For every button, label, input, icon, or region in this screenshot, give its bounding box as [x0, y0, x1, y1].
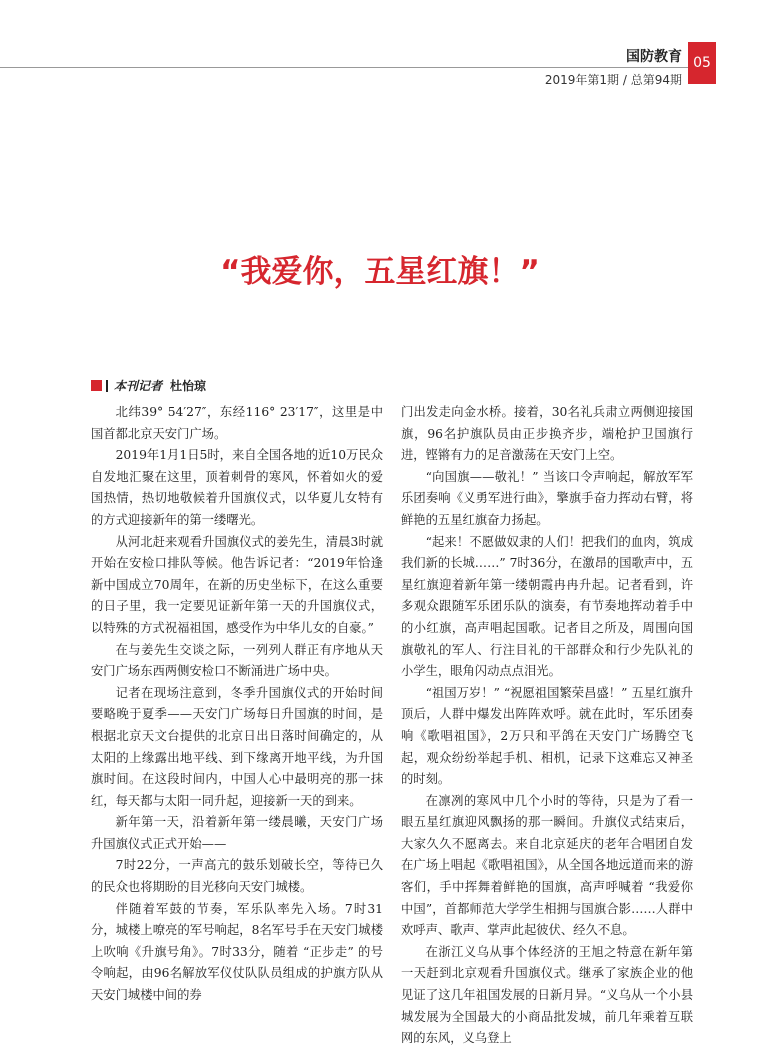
paragraph: 记者在现场注意到，冬季升国旗仪式的开始时间要略晚于夏季——天安门广场每日升国旗的时间，是根据北京天文台提供的北京日出日落时间确定的，从太阳的上缘露出地平线、到下缘离开地平线，为升国旗时间。在这段时间内，中国人心中最明亮的那一抹红，每天都与太阳一同升起，迎接新一天的到来。: [91, 685, 383, 808]
paragraph: “祖国万岁！” “祝愿祖国繁荣昌盛！” 五星红旗升顶后，人群中爆发出阵阵欢呼。就在此时，军乐团奏响《歌唱祖国》，2万只和平鸽在天安门广场腾空飞起，观众纷纷举起手机、相机，记录下这难忘又神圣的时刻。: [401, 685, 693, 787]
article-title: “我爱你，五星红旗！”: [220, 254, 540, 290]
paragraph: “向国旗——敬礼！” 当该口令声响起，解放军军乐团奏响《义勇军进行曲》，擎旗手奋力挥动右臂，将鲜艳的五星红旗奋力扬起。: [401, 469, 693, 527]
byline-marker-icon: [91, 380, 102, 391]
header-rule: [0, 67, 688, 68]
byline-role: 本刊记者: [114, 379, 163, 393]
paragraph: 2019年1月1日5时，来自全国各地的近10万民众自发地汇聚在这里，顶着刺骨的寒风，怀着如火的爱国热情，热切地敬候着升国旗仪式，以华夏儿女特有的方式迎接新年的第一缕曙光。: [91, 448, 383, 527]
issue-info: 2019年第1期 / 总第94期: [544, 73, 682, 87]
paragraph: 北纬39° 54′27″，东经116° 23′17″，这里是中国首都北京天安门广场。: [91, 405, 383, 441]
paragraph: 新年第一天，沿着新年第一缕晨曦，天安门广场升国旗仪式正式开始——: [91, 815, 383, 851]
paragraph: 从河北赶来观看升国旗仪式的姜先生，清晨3时就开始在安检口排队等候。他告诉记者：“2019年恰逢新中国成立70周年，在新的历史坐标下，在这么重要的日子里，我一定要见证新年第一天的升国旗仪式，以特殊的方式祝福祖国，感受作为中华儿女的自豪。”: [91, 534, 383, 635]
paragraph: 在浙江义乌从事个体经济的王旭之特意在新年第一天赶到北京观看升国旗仪式。继承了家族企业的他见证了这几年祖国发展的日新月异。“义乌从一个小县城发展为全国最大的小商品批发城，前几年乘着互联网的东风，义乌登上: [401, 944, 693, 1046]
paragraph: 伴随着军鼓的节奏，军乐队率先入场。7时31分，城楼上嘹亮的军号响起，8名军号手在天安门城楼上吹响《升旗号角》。7时33分，随着 “正步走” 的号令响起，由96名解放军仪仗队队员组成的护旗方队从天安门城楼中间的券: [91, 901, 383, 1003]
article-column-left: [91, 402, 383, 1007]
section-name: 国防教育: [626, 49, 682, 65]
page-number-badge: 05: [688, 42, 716, 84]
paragraph: “起来！不愿做奴隶的人们！把我们的血肉，筑成我们新的长城……” 7时36分，在激昂的国歌声中，五星红旗迎着新年第一缕朝霞冉冉升起。记者看到，许多观众跟随军乐团乐队的演奏，有节奏地挥动着手中的小红旗，高声唱起国歌。记者目之所及，周围向国旗敬礼的军人、行注目礼的干部群众和行少先队礼的小学生，眼角闪动点点泪光。: [401, 534, 693, 679]
paragraph: 在凛冽的寒风中几个小时的等待，只是为了看一眼五星红旗迎风飘扬的那一瞬间。升旗仪式结束后，大家久久不愿离去。来自北京延庆的老年合唱团自发在广场上唱起《歌唱祖国》，从全国各地远道而来的游客们，手中挥舞着鲜艳的国旗，高声呼喊着 “我爱你中国”，首都师范大学学生相拥与国旗合影……人群中欢呼声、歌声、掌声此起彼伏、经久不息。: [401, 793, 693, 938]
paragraph: 门出发走向金水桥。接着，30名礼兵肃立两侧迎接国旗，96名护旗队员由正步换齐步，端枪护卫国旗行进，铿锵有力的足音激荡在天安门上空。: [401, 405, 693, 463]
paragraph: 7时22分，一声高亢的鼓乐划破长空，等待已久的民众也将期盼的目光移向天安门城楼。: [91, 858, 383, 895]
byline-divider: [106, 380, 108, 392]
paragraph: 在与姜先生交谈之际，一列列人群正有序地从天安门广场东西两侧安检口不断涌进广场中央。: [91, 642, 383, 679]
byline: [91, 377, 206, 394]
article-column-right: [401, 402, 693, 1050]
author-name: 杜怡琼: [170, 379, 207, 393]
